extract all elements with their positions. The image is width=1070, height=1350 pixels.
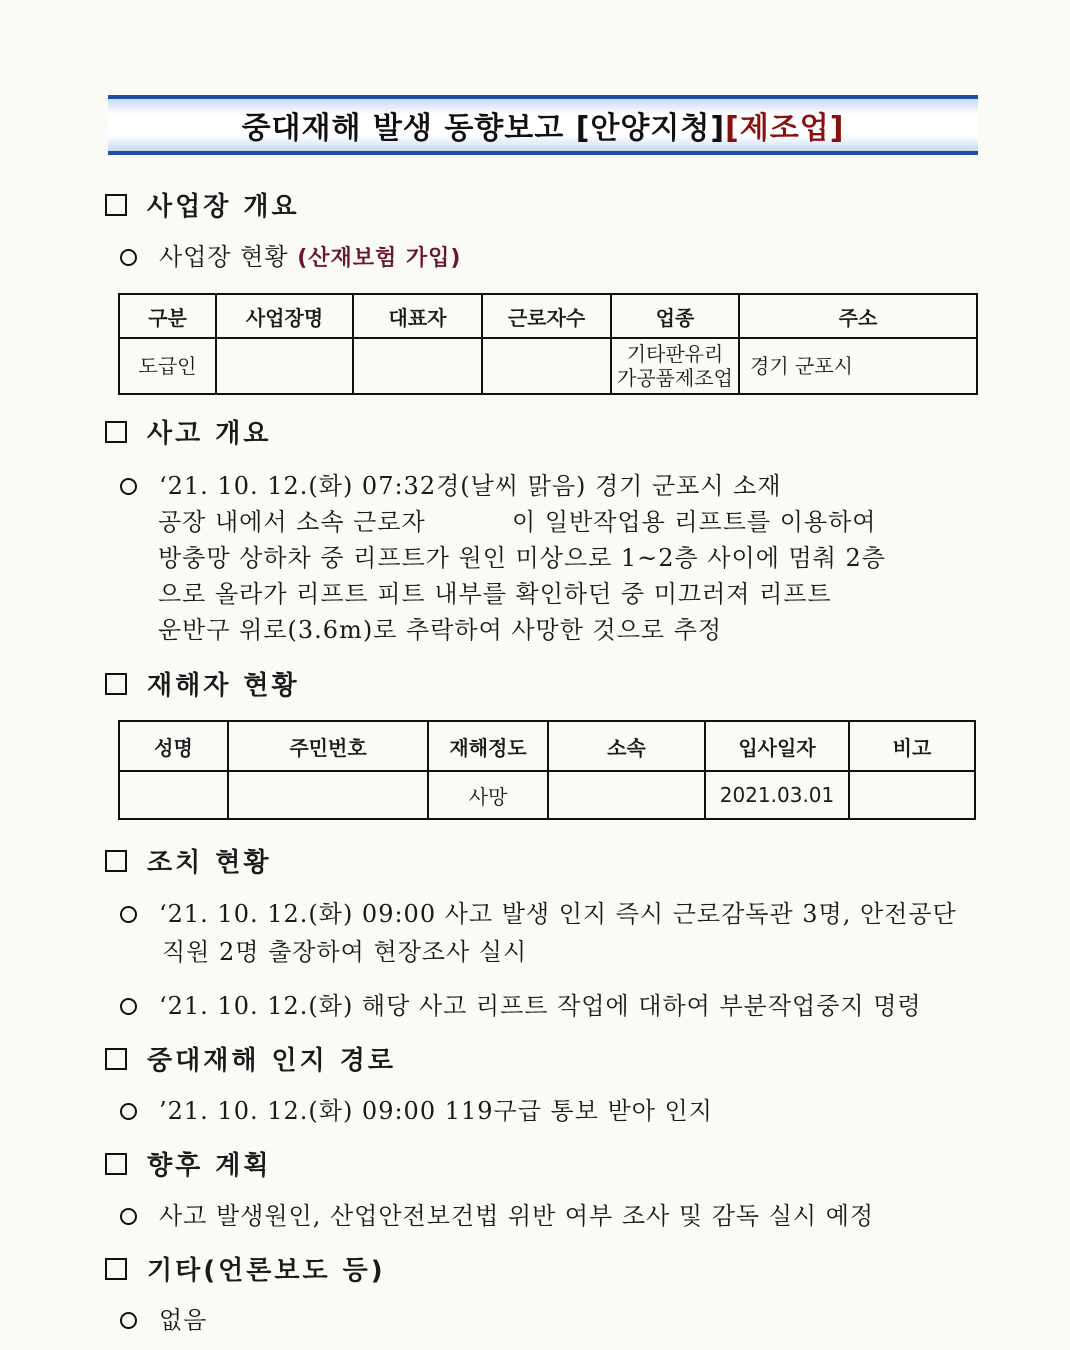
- workplace-status-label: 사업장 현황: [159, 243, 289, 271]
- table-header-row: [119, 721, 975, 771]
- checkbox-square-icon: [105, 673, 127, 695]
- bullet-text: [159, 239, 990, 277]
- col-header: 근로자수: [482, 294, 611, 338]
- cell-name: [216, 338, 353, 394]
- checkbox-square-icon: [105, 1048, 127, 1070]
- bullet-circle-icon: [120, 478, 137, 495]
- accident-line-5: 운반구 위로(3.6m)로 추락하여 사망한 것으로 추정: [158, 616, 723, 644]
- section-recognition-route: [105, 1040, 396, 1077]
- bullet-plan: [120, 1198, 990, 1234]
- bullet-circle-icon: [120, 998, 137, 1015]
- route-text: ’21. 10. 12.(화) 09:00 119구급 통보 받아 인지: [159, 1097, 713, 1125]
- section-title: 사업장 개요: [147, 192, 300, 222]
- section-title: 향후 계획: [147, 1151, 272, 1181]
- checkbox-square-icon: [105, 850, 127, 872]
- workplace-table: [118, 293, 978, 395]
- col-header: 소속: [548, 721, 705, 771]
- accident-line-2: 공장 내에서 소속 근로자 이 일반작업용 리프트를 이용하여: [158, 508, 877, 536]
- accident-line-4: 으로 올라가 리프트 피트 내부를 확인하던 중 미끄러져 리프트: [158, 580, 832, 608]
- cell-severity: 사망: [428, 771, 548, 819]
- bullet-circle-icon: [120, 1103, 137, 1120]
- section-measures: [105, 842, 272, 879]
- bullet-route: [120, 1093, 990, 1129]
- section-etc: [105, 1250, 386, 1287]
- bullet-accident: [120, 468, 990, 504]
- bullet-etc: [120, 1302, 990, 1338]
- section-victim-status: [105, 665, 300, 702]
- col-header: 대표자: [353, 294, 482, 338]
- report-title-main: 중대재해 발생 동향보고 [안양지청]: [241, 111, 726, 146]
- section-title: 조치 현황: [147, 848, 272, 878]
- col-header: 업종: [611, 294, 739, 338]
- cell-industry: [611, 338, 739, 394]
- measure-1-line-1: ‘21. 10. 12.(화) 09:00 사고 발생 인지 즉시 근로감독관 3명, 안전공단: [159, 900, 957, 928]
- victim-table: [118, 720, 976, 820]
- section-title: 사고 개요: [147, 419, 272, 449]
- bullet-circle-icon: [120, 1312, 137, 1329]
- bullet-measure-2: [120, 988, 990, 1024]
- checkbox-square-icon: [105, 1153, 127, 1175]
- bullet-circle-icon: [120, 249, 137, 266]
- col-header: 주소: [739, 294, 977, 338]
- section-workplace-overview: [105, 186, 300, 223]
- cell-name: [119, 771, 228, 819]
- cell-workers: [482, 338, 611, 394]
- accident-line-1: ‘21. 10. 12.(화) 07:32경(날씨 맑음) 경기 군포시 소재: [159, 472, 782, 500]
- checkbox-square-icon: [105, 1258, 127, 1280]
- cell-id-number: [228, 771, 428, 819]
- bullet-measure-1: [120, 896, 990, 932]
- etc-text: 없음: [159, 1306, 208, 1334]
- col-header: 사업장명: [216, 294, 353, 338]
- measure-2-text: ‘21. 10. 12.(화) 해당 사고 리프트 작업에 대하여 부분작업중지 명령: [159, 992, 922, 1020]
- measure-1-continuation: [162, 934, 992, 970]
- table-row: [119, 338, 977, 394]
- bullet-circle-icon: [120, 906, 137, 923]
- section-title: 기타(언론보도 등): [147, 1256, 386, 1286]
- checkbox-square-icon: [105, 194, 127, 216]
- bullet-circle-icon: [120, 1208, 137, 1225]
- table-row: [119, 771, 975, 819]
- col-header: 구분: [119, 294, 216, 338]
- accident-description: [158, 504, 988, 648]
- title-banner: [108, 95, 978, 155]
- section-title: 중대재해 인지 경로: [147, 1046, 397, 1076]
- table-header-row: [119, 294, 977, 338]
- cell-note: [849, 771, 975, 819]
- bullet-workplace-status: [120, 239, 990, 277]
- cell-affiliation: [548, 771, 705, 819]
- col-header: 비고: [849, 721, 975, 771]
- section-title: 재해자 현황: [147, 671, 300, 701]
- col-header: 재해정도: [428, 721, 548, 771]
- plan-text: 사고 발생원인, 산업안전보건법 위반 여부 조사 및 감독 실시 예정: [159, 1202, 875, 1230]
- section-accident-overview: [105, 413, 272, 450]
- col-header: 입사일자: [705, 721, 849, 771]
- measure-1-line-2: 직원 2명 출장하여 현장조사 실시: [162, 938, 528, 966]
- report-title: [242, 103, 845, 147]
- cell-join-date: 2021.03.01: [705, 771, 849, 819]
- insurance-status: (산재보험 가입): [297, 246, 462, 271]
- section-future-plan: [105, 1145, 272, 1182]
- col-header: 주민번호: [228, 721, 428, 771]
- cell-ceo: [353, 338, 482, 394]
- col-header: 성명: [119, 721, 228, 771]
- report-title-industry: [제조업]: [725, 111, 845, 146]
- cell-address: 경기 군포시: [739, 338, 977, 394]
- checkbox-square-icon: [105, 421, 127, 443]
- industry-line-1: 기타판유리: [626, 342, 724, 366]
- industry-line-2: 가공품제조업: [617, 366, 733, 390]
- cell-type: 도급인: [119, 338, 216, 394]
- accident-line-3: 방충망 상하차 중 리프트가 원인 미상으로 1~2층 사이에 멈춰 2층: [158, 544, 886, 572]
